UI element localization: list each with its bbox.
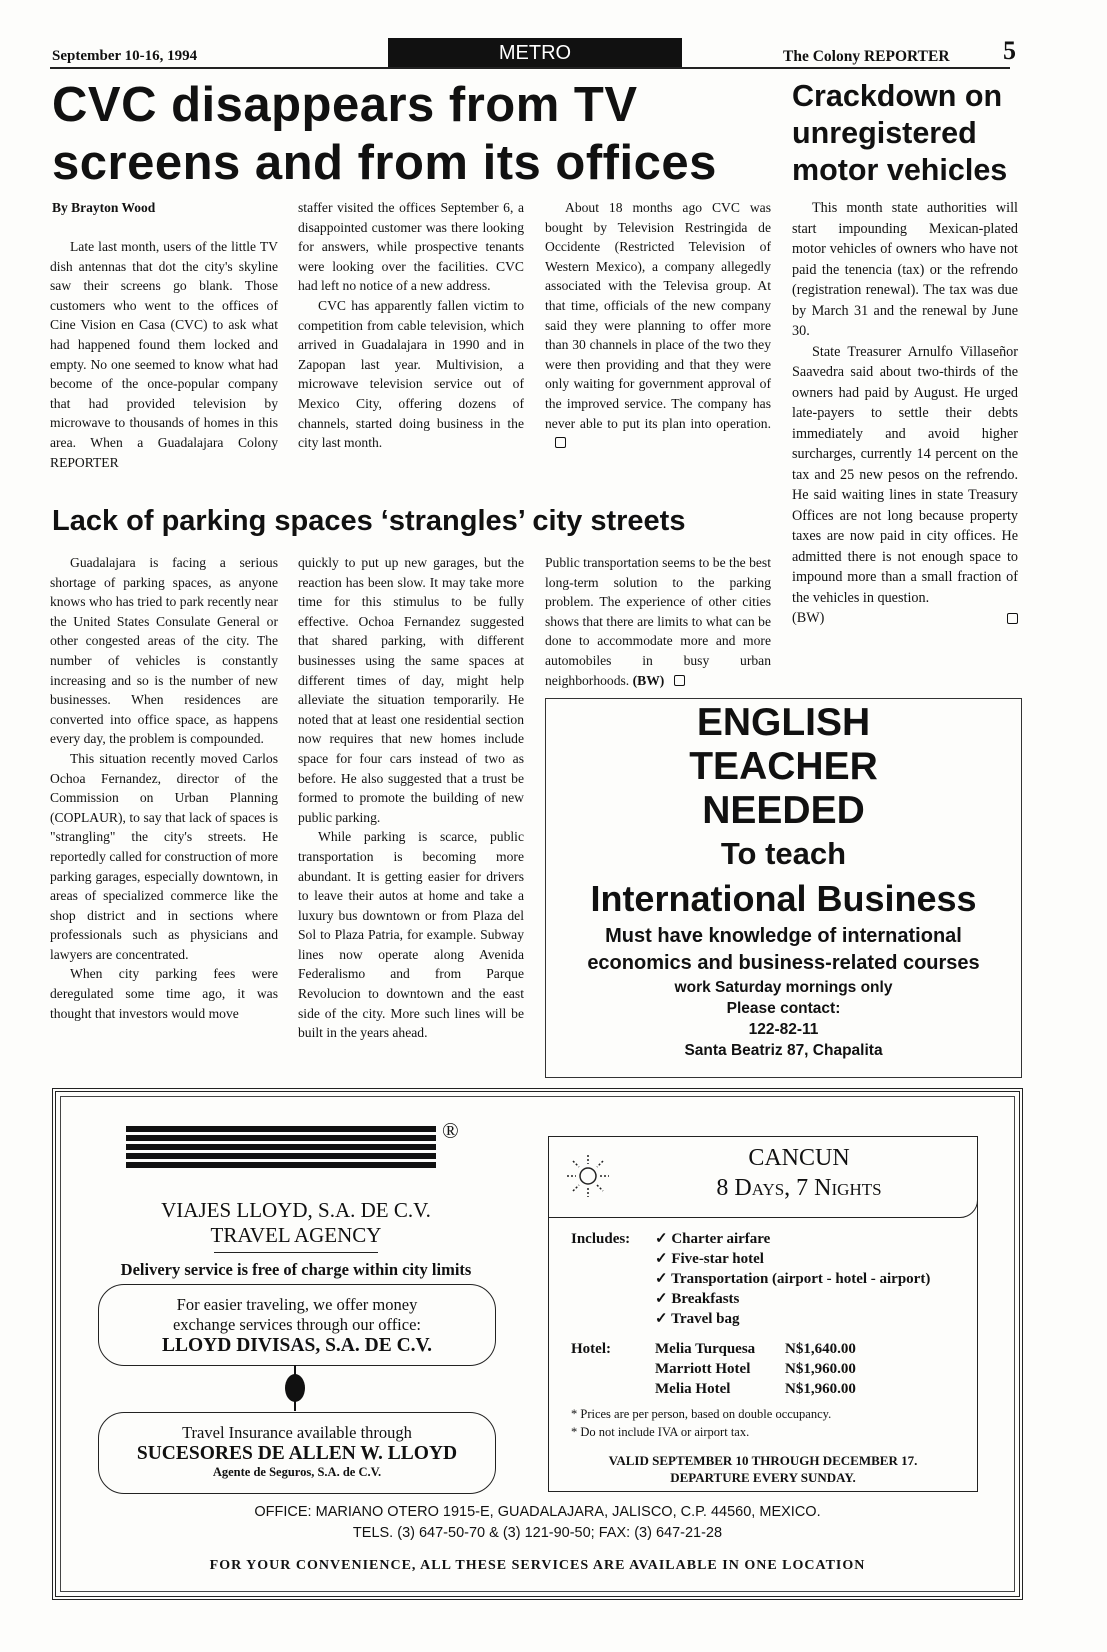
ad-line-requirement-2: economics and business-related courses: [587, 952, 980, 974]
story2-headline-line1: Crackdown on: [792, 79, 1003, 113]
departure-info: DEPARTURE EVERY SUNDAY.: [670, 1470, 856, 1485]
cancun-subtitle: 8 Days, 7 Nights: [716, 1175, 882, 1201]
story2-paragraph: State Treasurer Arnulfo Villaseñor Saavedra said about two-thirds of the owners had paid by August. He urged late-payers to settle their debts immediately and avoid higher surcharges, currently 14 percent on the tax and 25 new pesos on the refrendo. He said waiting lines in state Treasury Offices are not long because property taxes are now paid in city offices. He admitted there is not enough space to impound more than a small fraction of the vehicles in question.: [792, 343, 1018, 606]
story2-headline-line2: unregistered: [792, 116, 977, 150]
hotel-list: [655, 1339, 955, 1399]
lloyd-logo: [126, 1126, 436, 1170]
cancun-offer: [548, 1136, 978, 1492]
lloyd-travel-ad: [52, 1088, 1023, 1600]
lloyd-delivery: Delivery service is free of charge within city limits: [120, 1260, 472, 1279]
story3-paragraph: While parking is scarce, public transportation is becoming more abundant. It is getting easier for drivers to leave their autos at home and take a luxury bus downtown or from Plaza del Sol to Plaza Patria, for example. Subway lines now operate along Avenida Federalismo and from Parque Revolucion to downtown and the east side of the city. More such lines will be built in the years ahead.: [298, 829, 524, 1041]
header-rule: [50, 67, 1010, 69]
insurance-sub: Agente de Seguros, S.A. de C.V.: [212, 1465, 382, 1479]
story1-headline-line1: CVC disappears from TV: [52, 78, 638, 132]
story2-headline: [792, 78, 1022, 189]
cancun-title-box: [548, 1136, 978, 1218]
divider: [214, 1252, 378, 1253]
ad-line-teacher: TEACHER: [689, 745, 878, 788]
cancun-title: CANCUN: [748, 1145, 850, 1171]
exchange-line-1: For easier traveling, we offer money: [176, 1295, 418, 1314]
check-icon: ✓: [655, 1251, 672, 1267]
story3-column-3: [545, 553, 771, 690]
end-mark-icon: [1007, 613, 1018, 624]
lloyd-logo-text: [126, 1122, 436, 1180]
registered-mark: ®: [442, 1118, 459, 1143]
story1-paragraph: Late last month, users of the little TV dish antennas that dot the city's skyline saw their screens go blank. Those customers who went to the offices of Cine Vision en Casa (CVC) to ask what had happened found them locked and empty. No one seemed to know what had become of the once-popular company that had provided television by microwave to thousands of homes in this area. When a Guadalajara Colony REPORTER: [50, 239, 278, 470]
exchange-line-2: exchange services through our office:: [172, 1315, 421, 1334]
check-icon: ✓: [655, 1231, 672, 1247]
story1-paragraph: staffer visited the offices September 6, a disappointed customer was there looking for answers, while prospective tenants were looking over the facilities. CVC had left no notice of a new address.: [298, 200, 524, 294]
hotel-row: Melia Turquesa N$1,640.00: [655, 1341, 856, 1357]
price-note-2: * Do not include IVA or airport tax.: [571, 1425, 750, 1439]
story1-paragraph: CVC has apparently fallen victim to competition from cable television, which arrived in Guadalajara in 1990 and in Zapopan last year. Multivision, a microwave television service out of Mexico City, offering dozens of channels, started doing business in the city last month.: [298, 297, 524, 451]
insurance-name: SUCESORES DE ALLEN W. LLOYD: [136, 1443, 458, 1464]
travel-insurance-box: [98, 1412, 496, 1494]
section-label: METRO: [498, 42, 572, 64]
story1-headline: [52, 76, 782, 192]
hotel-row: Melia Hotel N$1,960.00: [655, 1381, 856, 1397]
ad-address: Santa Beatriz 87, Chapalita: [684, 1042, 883, 1059]
story3-paragraph: quickly to put up new garages, but the reaction has been slow. It may take more time for this stimulus to be fully effective. Ochoa Fernandez suggested that shared parking, with different businesses using the same spaces at different times of day, might help alleviate the situation temporarily. He noted that at least one residential section now requires that new homes include space for four cars instead of two as before. He also suggested that a trust be formed to promote the building of new public parking.: [298, 555, 524, 825]
paper-name: The Colony REPORTER: [783, 48, 950, 65]
hotel-row: Marriott Hotel N$1,960.00: [655, 1361, 856, 1377]
lloyd-company: VIAJES LLOYD, S.A. DE C.V.: [161, 1198, 431, 1222]
story2-credit: (BW): [792, 610, 825, 626]
exchange-office-name: LLOYD DIVISAS, S.A. DE C.V.: [161, 1335, 432, 1356]
story3-column-2: [298, 553, 524, 1043]
story1-column-2: [298, 198, 524, 453]
issue-date: September 10-16, 1994: [52, 48, 198, 64]
story3-paragraph: This situation recently moved Carlos Ochoa Fernandez, director of the Commission on Urban Planning (COPLAUR), to say that lack of spaces is "strangling" the city's streets. He reportedly called for construction of more parking garages, especially downtown, in areas of specialized commerce like the shop district and in sections where professionals such as physicians and lawyers are concentrated.: [50, 750, 278, 962]
ad-phone: 122-82-11: [748, 1021, 819, 1038]
end-mark-icon: [555, 437, 566, 448]
check-icon: ✓: [655, 1271, 672, 1287]
ad-line-english: ENGLISH: [696, 701, 871, 744]
story3-paragraph: Guadalajara is facing a serious shortage of parking spaces, as anyone knows who has tried to park recently near the United States Consulate General or other congested areas of the city. The number of vehicles is constantly increasing and so is the number of new businesses. When residences are converted into office space, as happens every day, the problem is compounded.: [50, 555, 278, 747]
includes-label: Includes:: [571, 1231, 631, 1247]
list-item: ✓ Five-star hotel: [655, 1251, 764, 1267]
story3-column-1: [50, 553, 278, 1023]
ad-footer: FOR YOUR CONVENIENCE, ALL THESE SERVICES ARE AVAILABLE IN ONE LOCATION: [209, 1558, 866, 1573]
price-note-1: * Prices are per person, based on double occupancy.: [571, 1407, 832, 1421]
office-address: OFFICE: MARIANO OTERO 1915-E, GUADALAJARA, JALISCO, C.P. 44560, MEXICO.: [254, 1504, 821, 1520]
lloyd-agency: TRAVEL AGENCY: [210, 1223, 382, 1247]
story1-headline-line2: screens and from its offices: [52, 136, 717, 190]
story1-byline: By Brayton Wood: [52, 200, 156, 215]
ad-line-contact: Please contact:: [726, 1000, 841, 1017]
end-mark-icon: [674, 675, 685, 686]
story2-headline-line3: motor vehicles: [792, 153, 1008, 187]
page-number: 5: [1003, 36, 1016, 65]
story1-paragraph: About 18 months ago CVC was bought by Television Restringida de Occidente (Restricted Television of Western Mexico), a company allegedly associated with the Televisa group. At that time, officials of the new company said they were planning to offer more than 30 channels in place of the two they were then providing and that they were only waiting for government approval of the improved service. The company has never able to put its plan into operation.: [545, 198, 771, 453]
connector-dot-icon: [285, 1374, 305, 1402]
story3-paragraph: When city parking fees were deregulated some time ago, it was thought that investors would move: [50, 966, 278, 1021]
story1-column-1: [50, 237, 278, 472]
includes-list: [655, 1229, 975, 1329]
ad-line-needed: NEEDED: [702, 789, 865, 832]
story3-headline: Lack of parking spaces ‘strangles’ city streets: [52, 505, 686, 537]
list-item: ✓ Breakfasts: [655, 1291, 740, 1307]
check-icon: ✓: [655, 1291, 672, 1307]
list-item: ✓ Transportation (airport - hotel - airport): [655, 1271, 931, 1287]
story3-credit: (BW): [632, 672, 665, 688]
sun-icon: [565, 1153, 611, 1199]
money-exchange-box: [98, 1284, 496, 1366]
ad-line-international-business: International Business: [590, 878, 977, 919]
hotel-label: Hotel:: [571, 1341, 611, 1357]
ad-line-requirement-1: Must have knowledge of international: [605, 925, 962, 947]
story2-body: [792, 198, 1018, 629]
ad-line-to-teach: To teach: [720, 836, 847, 871]
list-item: ✓ Travel bag: [655, 1311, 740, 1327]
story2-credit-line: [792, 608, 1018, 629]
list-item: ✓ Charter airfare: [655, 1231, 771, 1247]
section-banner: [388, 38, 682, 68]
english-teacher-ad: [545, 698, 1022, 1078]
story3-paragraph: Public transportation seems to be the best long-term solution to the parking problem. The experience of other cities shows that there are limits to what can be done to accommodate more and more automobiles in busy urban neighborhoods. (BW): [545, 555, 771, 688]
story1-column-3: [545, 198, 771, 453]
ad-line-schedule: work Saturday mornings only: [674, 979, 893, 996]
story2-paragraph: This month state authorities will start impounding Mexican-plated motor vehicles of owners who have not paid the tenencia (tax) or the refrendo (registration renewal). The tax was due by March 31 and the renewal by June 30.: [792, 200, 1018, 339]
valid-dates: VALID SEPTEMBER 10 THROUGH DECEMBER 17.: [608, 1453, 918, 1468]
check-icon: ✓: [655, 1311, 672, 1327]
office-phones: TELS. (3) 647-50-70 & (3) 121-90-50; FAX: (3) 647-21-28: [352, 1525, 723, 1541]
insurance-line-1: Travel Insurance available through: [182, 1423, 412, 1442]
